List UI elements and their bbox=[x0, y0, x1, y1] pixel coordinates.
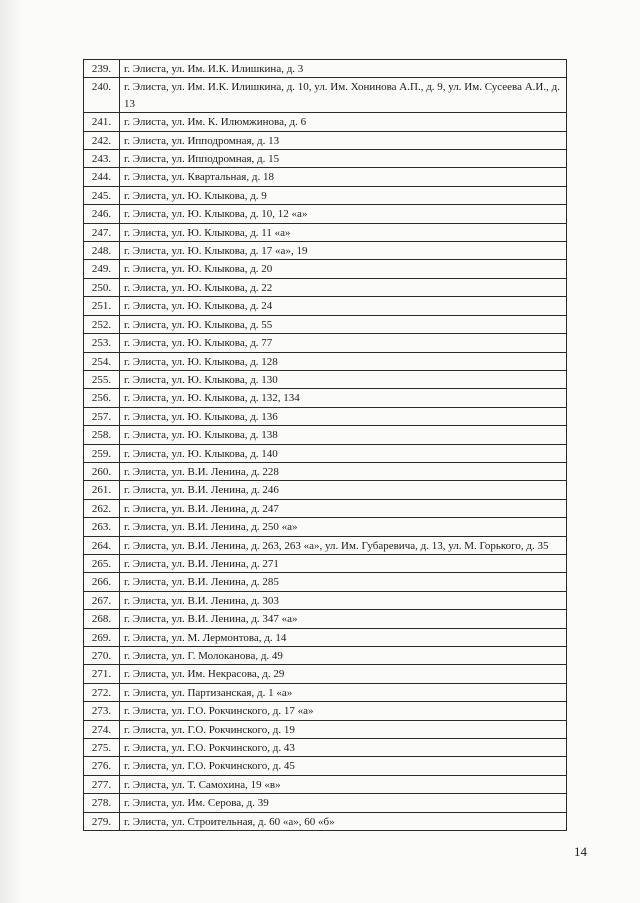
table-row bbox=[84, 628, 567, 646]
table-row bbox=[84, 150, 567, 168]
row-address: г. Элиста, ул. В.И. Ленина, д. 247 bbox=[120, 499, 567, 517]
row-number: 267. bbox=[84, 591, 120, 609]
table-row bbox=[84, 223, 567, 241]
table-row bbox=[84, 186, 567, 204]
table-row bbox=[84, 757, 567, 775]
row-address: г. Элиста, ул. Ипподромная, д. 15 bbox=[120, 150, 567, 168]
row-number: 249. bbox=[84, 260, 120, 278]
table-row bbox=[84, 720, 567, 738]
row-address: г. Элиста, ул. В.И. Ленина, д. 303 bbox=[120, 591, 567, 609]
row-number: 277. bbox=[84, 775, 120, 793]
row-address: г. Элиста, ул. Строительная, д. 60 «а», 60 «б» bbox=[120, 812, 567, 830]
table-row bbox=[84, 536, 567, 554]
table-row bbox=[84, 297, 567, 315]
row-address: г. Элиста, ул. Ю. Клыкова, д. 20 bbox=[120, 260, 567, 278]
table-row bbox=[84, 554, 567, 572]
row-number: 273. bbox=[84, 702, 120, 720]
row-address: г. Элиста, ул. Ю. Клыкова, д. 138 bbox=[120, 426, 567, 444]
row-number: 252. bbox=[84, 315, 120, 333]
row-address: г. Элиста, ул. Ю. Клыкова, д. 55 bbox=[120, 315, 567, 333]
row-number: 243. bbox=[84, 150, 120, 168]
row-address: г. Элиста, ул. В.И. Ленина, д. 228 bbox=[120, 462, 567, 480]
row-number: 240. bbox=[84, 78, 120, 113]
table-row bbox=[84, 315, 567, 333]
address-table-body bbox=[84, 60, 567, 831]
row-address: г. Элиста, ул. Ю. Клыкова, д. 24 bbox=[120, 297, 567, 315]
table-row bbox=[84, 794, 567, 812]
table-row bbox=[84, 518, 567, 536]
page-number: 14 bbox=[574, 844, 587, 859]
table-row bbox=[84, 334, 567, 352]
row-address: г. Элиста, ул. В.И. Ленина, д. 285 bbox=[120, 573, 567, 591]
table-row bbox=[84, 389, 567, 407]
row-number: 274. bbox=[84, 720, 120, 738]
table-row bbox=[84, 683, 567, 701]
row-number: 245. bbox=[84, 186, 120, 204]
row-number: 261. bbox=[84, 481, 120, 499]
row-address: г. Элиста, ул. В.И. Ленина, д. 347 «а» bbox=[120, 610, 567, 628]
row-number: 248. bbox=[84, 242, 120, 260]
row-address: г. Элиста, ул. Ю. Клыкова, д. 10, 12 «а» bbox=[120, 205, 567, 223]
row-address: г. Элиста, ул. Ю. Клыкова, д. 11 «а» bbox=[120, 223, 567, 241]
row-number: 254. bbox=[84, 352, 120, 370]
row-number: 263. bbox=[84, 518, 120, 536]
table-row bbox=[84, 60, 567, 78]
row-address: г. Элиста, ул. Квартальная, д. 18 bbox=[120, 168, 567, 186]
row-address: г. Элиста, ул. В.И. Ленина, д. 271 bbox=[120, 554, 567, 572]
row-address: г. Элиста, ул. Ипподромная, д. 13 bbox=[120, 131, 567, 149]
row-address: г. Элиста, ул. В.И. Ленина, д. 263, 263 «а», ул. Им. Губаревича, д. 13, ул. М. Горького, д. 35 bbox=[120, 536, 567, 554]
table-row bbox=[84, 665, 567, 683]
table-row bbox=[84, 812, 567, 830]
table-row bbox=[84, 462, 567, 480]
table-row bbox=[84, 481, 567, 499]
row-number: 244. bbox=[84, 168, 120, 186]
row-address: г. Элиста, ул. Ю. Клыкова, д. 140 bbox=[120, 444, 567, 462]
row-address: г. Элиста, ул. В.И. Ленина, д. 246 bbox=[120, 481, 567, 499]
table-row bbox=[84, 131, 567, 149]
table-row bbox=[84, 352, 567, 370]
row-number: 265. bbox=[84, 554, 120, 572]
row-address: г. Элиста, ул. Им. И.К. Илишкина, д. 10, ул. Им. Хонинова А.П., д. 9, ул. Им. Сусеева А.И., д. 13 bbox=[120, 78, 567, 113]
row-address: г. Элиста, ул. Ю. Клыкова, д. 22 bbox=[120, 278, 567, 296]
row-address: г. Элиста, ул. Им. К. Илюмжинова, д. 6 bbox=[120, 113, 567, 131]
table-row bbox=[84, 610, 567, 628]
table-row bbox=[84, 702, 567, 720]
table-row bbox=[84, 775, 567, 793]
scan-binding-shadow bbox=[0, 0, 22, 903]
row-number: 257. bbox=[84, 407, 120, 425]
row-address: г. Элиста, ул. В.И. Ленина, д. 250 «а» bbox=[120, 518, 567, 536]
table-row bbox=[84, 591, 567, 609]
row-address: г. Элиста, ул. Г.О. Рокчинского, д. 19 bbox=[120, 720, 567, 738]
row-number: 266. bbox=[84, 573, 120, 591]
row-number: 239. bbox=[84, 60, 120, 78]
row-number: 247. bbox=[84, 223, 120, 241]
row-address: г. Элиста, ул. Ю. Клыкова, д. 128 bbox=[120, 352, 567, 370]
table-row bbox=[84, 242, 567, 260]
row-number: 259. bbox=[84, 444, 120, 462]
row-address: г. Элиста, ул. Ю. Клыкова, д. 132, 134 bbox=[120, 389, 567, 407]
row-number: 255. bbox=[84, 370, 120, 388]
row-number: 260. bbox=[84, 462, 120, 480]
table-row bbox=[84, 573, 567, 591]
row-number: 268. bbox=[84, 610, 120, 628]
row-address: г. Элиста, ул. Г.О. Рокчинского, д. 43 bbox=[120, 739, 567, 757]
table-row bbox=[84, 426, 567, 444]
table-row bbox=[84, 739, 567, 757]
table-row bbox=[84, 444, 567, 462]
row-number: 242. bbox=[84, 131, 120, 149]
row-address: г. Элиста, ул. Г.О. Рокчинского, д. 17 «а» bbox=[120, 702, 567, 720]
row-number: 256. bbox=[84, 389, 120, 407]
row-address: г. Элиста, ул. Им. Серова, д. 39 bbox=[120, 794, 567, 812]
row-address: г. Элиста, ул. Г. Молоканова, д. 49 bbox=[120, 647, 567, 665]
row-number: 276. bbox=[84, 757, 120, 775]
row-address: г. Элиста, ул. М. Лермонтова, д. 14 bbox=[120, 628, 567, 646]
table-row bbox=[84, 370, 567, 388]
table-row bbox=[84, 168, 567, 186]
table-row bbox=[84, 407, 567, 425]
table-row bbox=[84, 278, 567, 296]
row-address: г. Элиста, ул. Ю. Клыкова, д. 136 bbox=[120, 407, 567, 425]
row-number: 253. bbox=[84, 334, 120, 352]
row-address: г. Элиста, ул. Ю. Клыкова, д. 130 bbox=[120, 370, 567, 388]
row-number: 272. bbox=[84, 683, 120, 701]
row-number: 271. bbox=[84, 665, 120, 683]
row-address: г. Элиста, ул. Им. И.К. Илишкина, д. 3 bbox=[120, 60, 567, 78]
row-address: г. Элиста, ул. Партизанская, д. 1 «а» bbox=[120, 683, 567, 701]
row-address: г. Элиста, ул. Г.О. Рокчинского, д. 45 bbox=[120, 757, 567, 775]
row-address: г. Элиста, ул. Ю. Клыкова, д. 77 bbox=[120, 334, 567, 352]
row-address: г. Элиста, ул. Ю. Клыкова, д. 17 «а», 19 bbox=[120, 242, 567, 260]
row-address: г. Элиста, ул. Т. Самохина, 19 «в» bbox=[120, 775, 567, 793]
row-address: г. Элиста, ул. Им. Некрасова, д. 29 bbox=[120, 665, 567, 683]
row-number: 258. bbox=[84, 426, 120, 444]
address-table bbox=[83, 59, 567, 831]
table-row bbox=[84, 205, 567, 223]
row-number: 251. bbox=[84, 297, 120, 315]
row-number: 275. bbox=[84, 739, 120, 757]
table-row bbox=[84, 113, 567, 131]
row-number: 250. bbox=[84, 278, 120, 296]
row-number: 270. bbox=[84, 647, 120, 665]
row-number: 262. bbox=[84, 499, 120, 517]
table-row bbox=[84, 78, 567, 113]
table-row bbox=[84, 499, 567, 517]
row-number: 241. bbox=[84, 113, 120, 131]
row-address: г. Элиста, ул. Ю. Клыкова, д. 9 bbox=[120, 186, 567, 204]
table-row bbox=[84, 647, 567, 665]
row-number: 278. bbox=[84, 794, 120, 812]
table-row bbox=[84, 260, 567, 278]
row-number: 279. bbox=[84, 812, 120, 830]
row-number: 246. bbox=[84, 205, 120, 223]
row-number: 264. bbox=[84, 536, 120, 554]
row-number: 269. bbox=[84, 628, 120, 646]
